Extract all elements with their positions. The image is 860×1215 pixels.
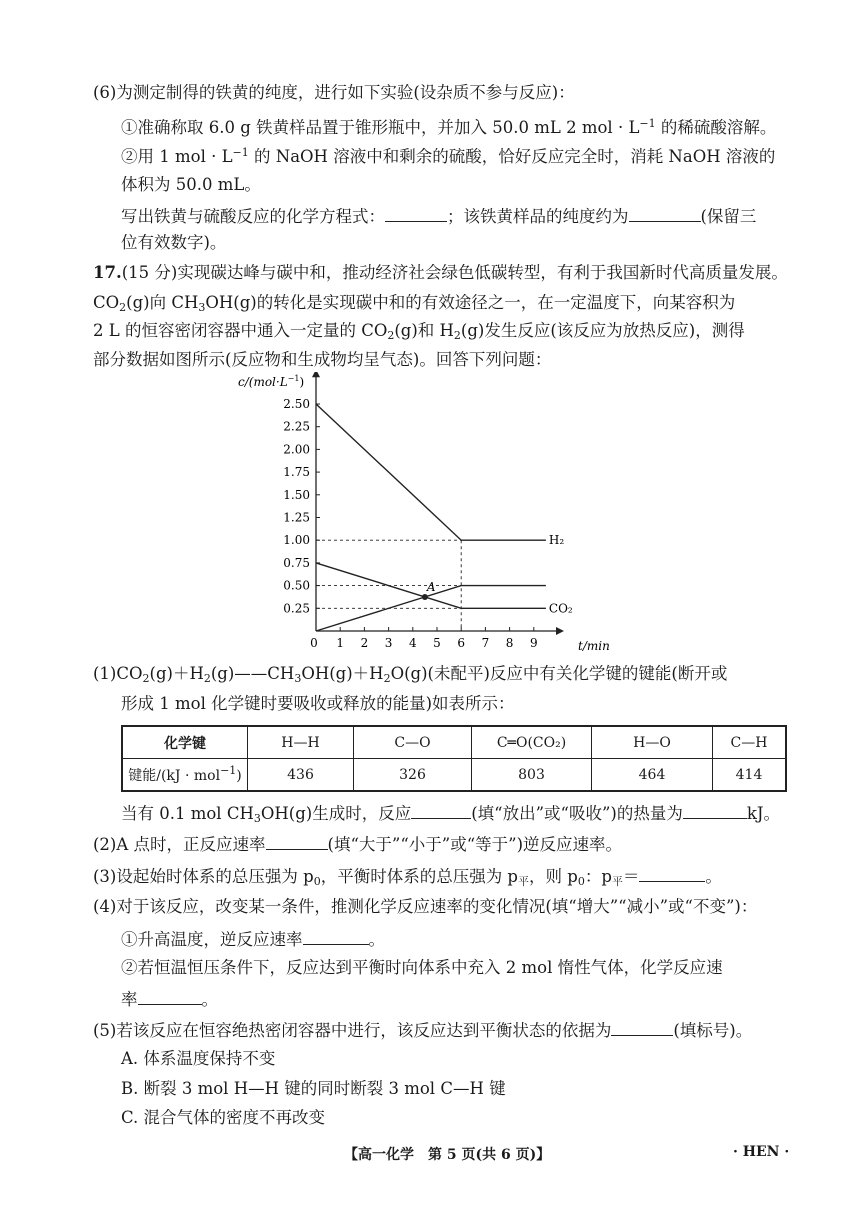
y-axis-arrow [312, 372, 320, 377]
q16-6-step1: ①准确称取 6.0 g 铁黄样品置于锥形瓶中，并加入 50.0 mL 2 mol · $L^{-1}$ 的稀硫酸溶解。 [121, 117, 777, 137]
table-cell: 414 [713, 759, 787, 792]
p1-line1: $(1)CO_2(g)+H_2(g)——CH_3OH(g)+H_2O(g)$(未配平)反应中有关化学键的键能(断开或 [93, 664, 728, 685]
p1-line2: 形成 1 mol 化学键时要吸收或释放的能量)如表所示： [121, 694, 515, 713]
p4-s1: ①升高温度，逆反应速率 。 [121, 930, 385, 949]
answer-blank[interactable] [266, 833, 328, 850]
y-axis-label: $c/(mol\cdot L^{-1})$ [238, 374, 305, 389]
x-tick-label: 2 [360, 636, 369, 650]
x-axis-arrow [556, 627, 564, 635]
x-tick-label: 5 [433, 636, 441, 650]
q17-line3: 2 L 的恒容密闭容器中通入一定量的 $CO_2(g)$和 $H_2(g)$发生反应(该反应为放热反应)，测得 [93, 321, 745, 342]
series-label: H₂ [548, 533, 565, 548]
table-header-cell: C—H [713, 726, 787, 759]
series-label: CO₂ [548, 601, 573, 616]
q16-6-step2: ②用 1 mol · $L^{-1}$ 的 NaOH 溶液中和剩余的硫酸，恰好反应完全时，消耗 NaOH 溶液的 [121, 146, 776, 166]
p2-line: (2)A 点时，正反应速率 (填“大于”“小于”或“等于”)逆反应速率。 [93, 835, 623, 854]
series-line-1 [316, 404, 546, 540]
answer-blank[interactable] [303, 928, 369, 945]
x-tick-label: 3 [384, 636, 393, 650]
table-row-label: 键能/(kJ · mol$^{-1}$) [122, 759, 248, 792]
table-cell: 436 [248, 759, 354, 792]
x-origin-label: 0 [310, 636, 318, 650]
p4-s2-cont: 率 。 [121, 990, 218, 1009]
page-footer: 【高一化学 第 5 页(共 6 页)】 [344, 1147, 551, 1163]
p5-option-a: A. 体系温度保持不变 [121, 1049, 276, 1068]
y-tick-label: 0.25 [283, 601, 310, 616]
answer-blank[interactable] [611, 1019, 673, 1036]
y-tick-label: 1.00 [283, 533, 310, 548]
table-header-cell: 化学键 [122, 726, 248, 759]
footer-code: · HEN · [733, 1144, 790, 1160]
x-tick-label: 8 [505, 636, 514, 650]
q16-6-ask-cont: 位有效数字)。 [121, 233, 227, 252]
bond-energy-table [121, 725, 787, 792]
p1-ask: 当有 0.1 mol $CH_3OH(g)$生成时，反应 (填“放出”或“吸收”)的热量为 kJ。 [121, 804, 780, 825]
table-row [122, 726, 786, 759]
q17-line4: 部分数据如图所示(反应物和生成物均呈气态)。回答下列问题： [93, 350, 552, 369]
concentration-time-chart [228, 372, 648, 657]
answer-blank[interactable] [639, 865, 705, 882]
q16-6-step2-cont: 体积为 50.0 mL。 [121, 175, 261, 194]
question-number: 17. [93, 263, 122, 282]
answer-blank[interactable] [385, 205, 447, 222]
p3-line: (3)设起始时体系的总压强为 $p_0$，平衡时体系的总压强为 $p_平$，则 $p_0$：$p_平=$ 。 [93, 867, 722, 888]
table-cell: 326 [354, 759, 472, 792]
point-a [422, 594, 428, 600]
x-tick-label: 6 [457, 636, 466, 650]
table-header-cell: H—H [248, 726, 354, 759]
answer-blank[interactable] [138, 988, 202, 1005]
p4-s2: ②若恒温恒压条件下，反应达到平衡时向体系中充入 2 mol 惰性气体，化学反应速 [121, 958, 723, 977]
y-tick-label: 2.00 [283, 442, 310, 457]
y-tick-label: 0.75 [283, 555, 310, 570]
answer-blank[interactable] [411, 802, 471, 819]
x-tick-label: 9 [529, 636, 538, 650]
x-tick-label: 7 [481, 636, 490, 650]
y-tick-label: 1.50 [283, 487, 310, 502]
table-row [122, 759, 786, 792]
y-tick-label: 2.25 [283, 419, 310, 434]
q16-6-intro: (6)为测定制得的铁黄的纯度，进行如下实验(设杂质不参与反应)： [93, 83, 575, 102]
table-cell: 464 [592, 759, 713, 792]
p5-option-b: B. 断裂 3 mol H—H 键的同时断裂 3 mol C—H 键 [121, 1079, 506, 1098]
y-tick-label: 1.75 [283, 465, 310, 480]
x-tick-label: 1 [336, 636, 345, 650]
answer-blank[interactable] [683, 802, 747, 819]
p5-option-c: C. 混合气体的密度不再改变 [121, 1108, 326, 1127]
q17-line2: $CO_2(g)$向 $CH_3OH(g)$的转化是实现碳中和的有效途径之一，在一定温度下，向某容积为 [93, 293, 736, 314]
y-tick-label: 0.50 [283, 578, 310, 593]
x-axis-label: t/min [578, 639, 610, 653]
x-tick-label: 4 [408, 636, 417, 650]
answer-blank[interactable] [629, 205, 701, 222]
point-a-label: A [426, 579, 436, 594]
y-tick-label: 1.25 [283, 510, 310, 525]
p5-line: (5)若该反应在恒容绝热密闭容器中进行，该反应达到平衡状态的依据为 (填标号)。 [93, 1021, 753, 1040]
p4-intro: (4)对于该反应，改变某一条件，推测化学反应速率的变化情况(填“增大”“减小”或“不变”)： [93, 897, 758, 916]
q17-line1: 17.(15 分)实现碳达峰与碳中和，推动经济社会绿色低碳转型，有利于我国新时代高质量发展。 [93, 263, 788, 282]
y-tick-label: 2.50 [283, 397, 310, 411]
table-header-cell: H—O [592, 726, 713, 759]
table-header-cell: C═O(CO₂) [472, 726, 592, 759]
q16-6-ask: 写出铁黄与硫酸反应的化学方程式： ；该铁黄样品的纯度约为 (保留三 [121, 207, 757, 226]
table-cell: 803 [472, 759, 592, 792]
table-header-cell: C—O [354, 726, 472, 759]
